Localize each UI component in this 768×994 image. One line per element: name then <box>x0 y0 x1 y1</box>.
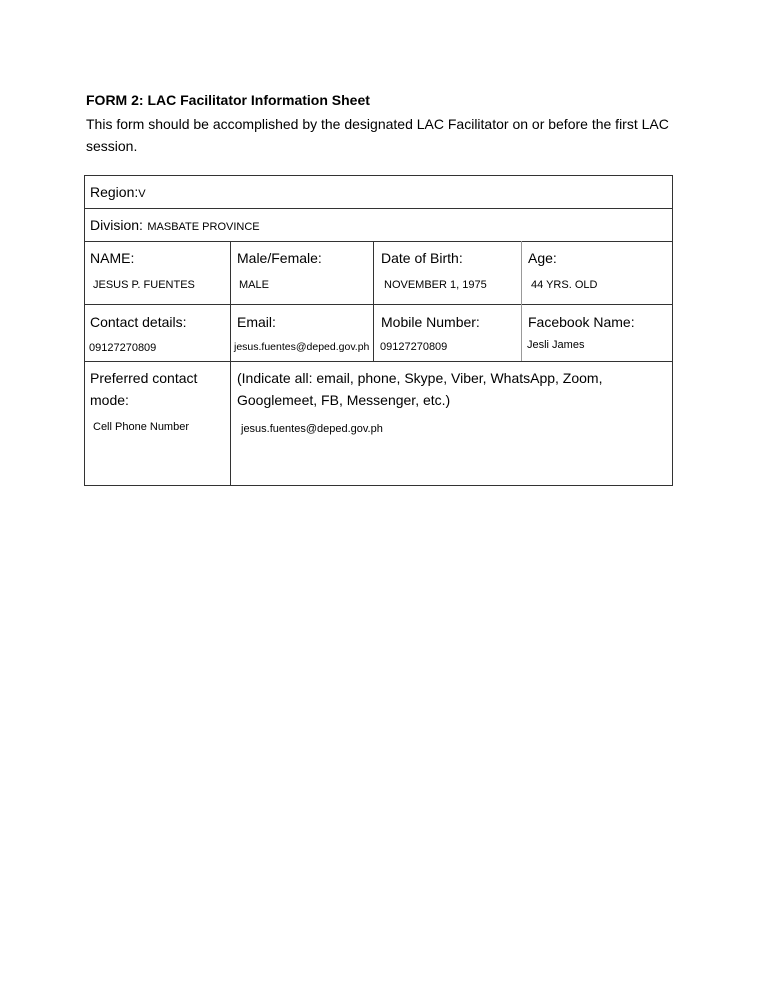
row-divider <box>84 241 673 242</box>
name-label: NAME: <box>90 250 135 266</box>
name-value[interactable]: JESUS P. FUENTES <box>93 279 195 291</box>
age-label: Age: <box>528 250 557 266</box>
division-field <box>90 217 260 235</box>
division-value[interactable]: MASBATE PROVINCE <box>147 221 260 233</box>
contact-value[interactable]: 09127270809 <box>89 342 157 354</box>
dob-label: Date of Birth: <box>381 250 463 266</box>
region-value[interactable]: V <box>138 188 146 200</box>
sex-label: Male/Female: <box>237 250 322 266</box>
age-value[interactable]: 44 YRS. OLD <box>531 279 598 291</box>
table-border <box>84 175 673 176</box>
region-field <box>90 184 146 202</box>
email-value[interactable]: jesus.fuentes@deped.gov.ph <box>234 341 370 353</box>
column-divider <box>521 241 522 361</box>
mobile-value[interactable]: 09127270809 <box>380 341 448 353</box>
preferred-label-line-2: mode: <box>90 392 129 408</box>
preferred-value[interactable]: Cell Phone Number <box>93 421 189 433</box>
facebook-label: Facebook Name: <box>528 314 635 330</box>
sex-value[interactable]: MALE <box>239 279 269 291</box>
mobile-label: Mobile Number: <box>381 314 480 330</box>
indicate-line-1: (Indicate all: email, phone, Skype, Viber, WhatsApp, Zoom, <box>237 370 603 386</box>
column-divider <box>373 241 374 361</box>
indicate-value[interactable]: jesus.fuentes@deped.gov.ph <box>241 423 383 435</box>
form-title: FORM 2: LAC Facilitator Information Sheet <box>86 92 370 108</box>
region-label: Region: <box>90 184 139 200</box>
table-border <box>84 175 85 486</box>
indicate-line-2: Googlemeet, FB, Messenger, etc.) <box>237 392 451 408</box>
division-label: Division: <box>90 217 143 233</box>
preferred-label-line-1: Preferred contact <box>90 370 198 386</box>
column-divider <box>230 241 231 486</box>
row-divider <box>84 208 673 209</box>
contact-label: Contact details: <box>90 314 187 330</box>
row-divider <box>84 361 673 362</box>
instruction-line-2: session. <box>86 138 138 154</box>
instruction-line-1: This form should be accomplished by the designated LAC Facilitator on or before the first LAC <box>86 116 669 132</box>
table-border <box>672 175 673 486</box>
table-border <box>84 485 673 486</box>
facebook-value[interactable]: Jesli James <box>527 339 585 351</box>
email-label: Email: <box>237 314 276 330</box>
row-divider <box>84 304 673 305</box>
dob-value[interactable]: NOVEMBER 1, 1975 <box>384 279 487 291</box>
